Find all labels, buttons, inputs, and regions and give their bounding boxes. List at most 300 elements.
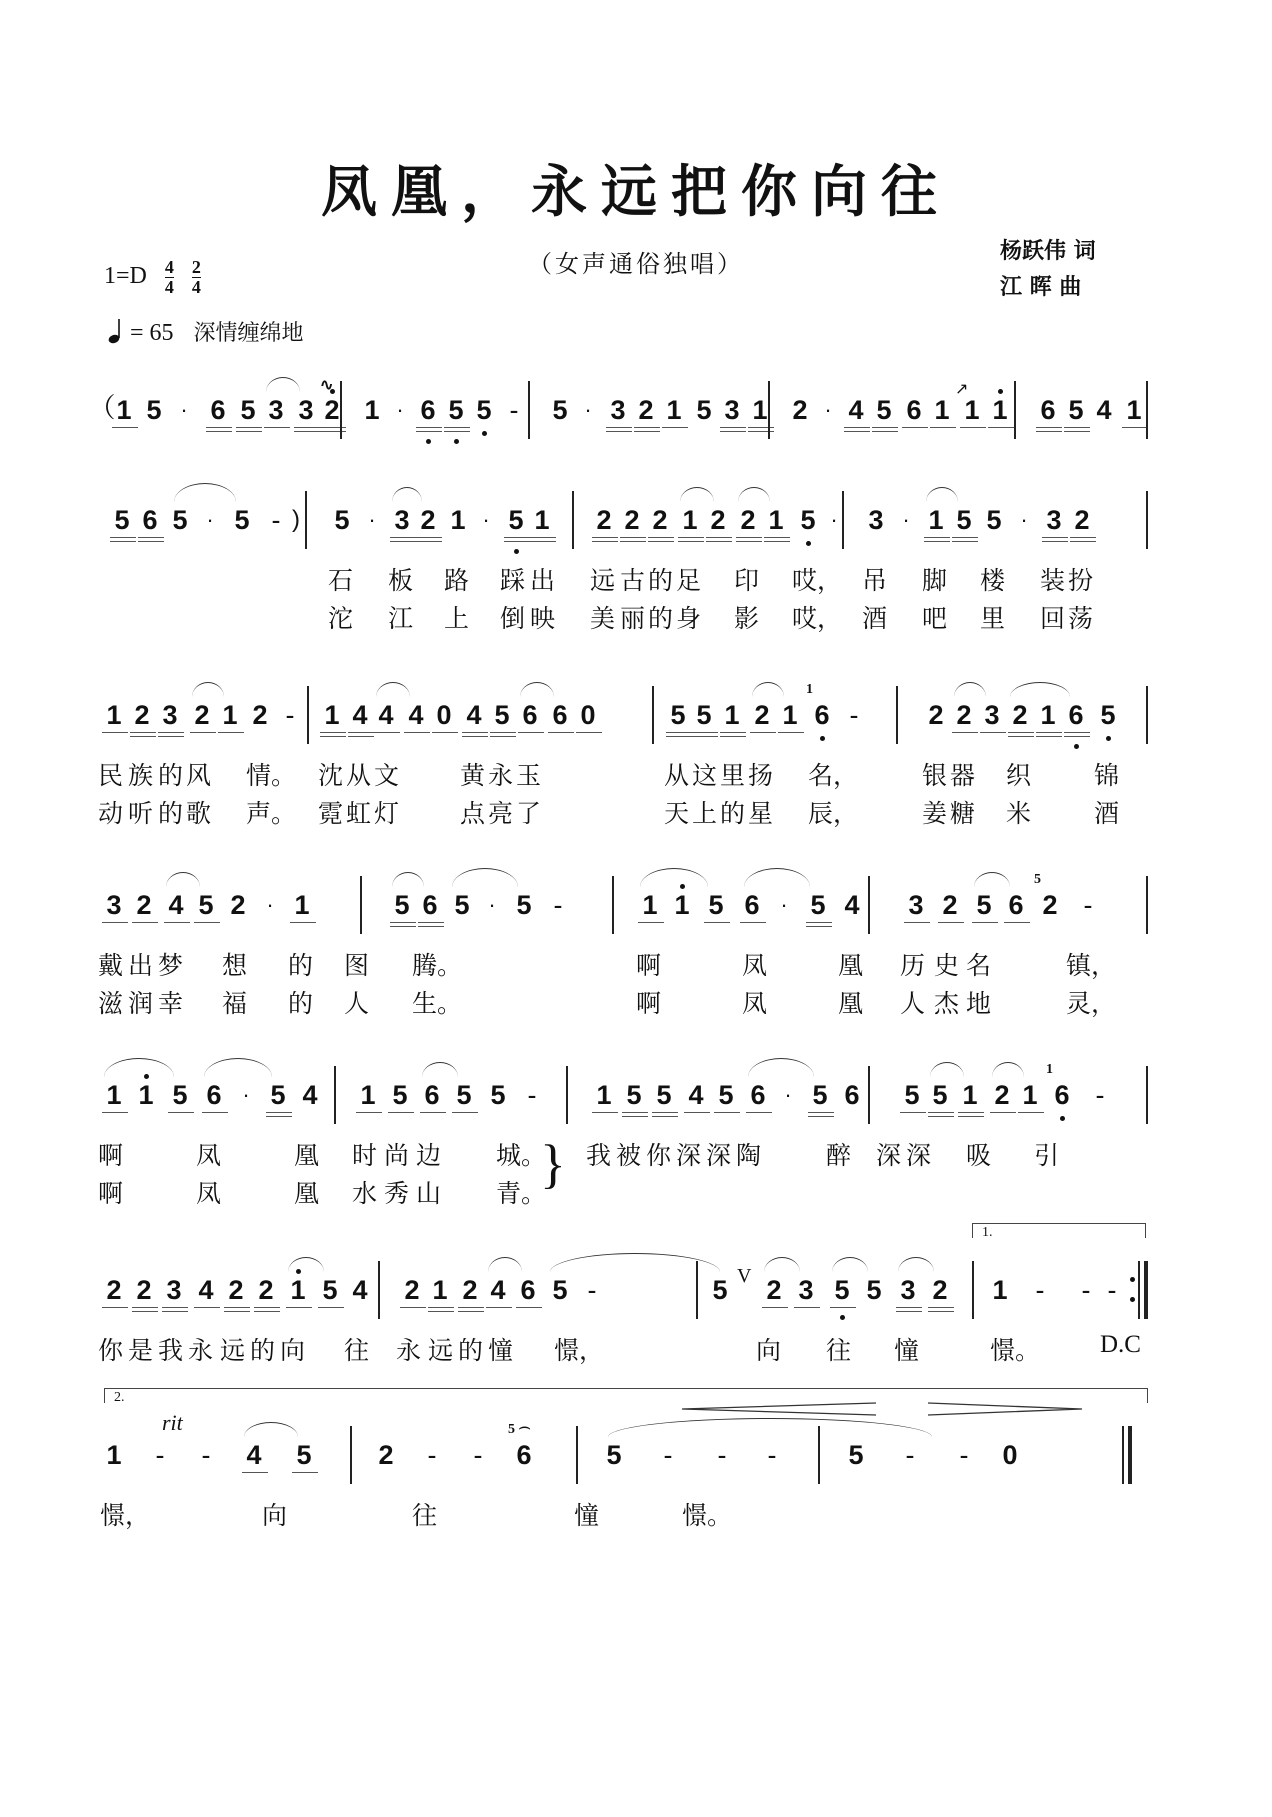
da-capo-marking: D.C	[1100, 1331, 1141, 1358]
dash-extension: -	[717, 1440, 727, 1470]
slur-arc	[192, 682, 224, 697]
note-6: 6	[420, 395, 436, 425]
lyric-syllable: 啊	[98, 1141, 124, 1170]
note-1: 1	[596, 1080, 612, 1110]
quarter-note-icon	[108, 318, 124, 344]
beam-underline	[634, 431, 660, 432]
lyric-syllable: 哎，	[792, 566, 843, 595]
repeat-barline-thin	[1138, 1261, 1140, 1319]
note-5: 5	[392, 1080, 408, 1110]
note-5: 5	[234, 505, 250, 535]
lyric-syllable: 往	[344, 1336, 370, 1365]
note-2: 2	[136, 890, 152, 920]
dash-extension: -	[509, 395, 519, 425]
lyric-syllable: 石	[328, 566, 354, 595]
note-3: 3	[162, 700, 178, 730]
beam-underline	[400, 1307, 426, 1308]
beam-underline	[254, 1311, 280, 1312]
beam-underline	[444, 427, 470, 428]
beam-underline	[504, 541, 530, 542]
note-6: 6	[906, 395, 922, 425]
lyric-syllable: 深	[676, 1141, 702, 1170]
lyric-syllable: 装	[1040, 566, 1066, 595]
beam-underline	[764, 537, 790, 538]
dash-extension: -	[527, 1080, 537, 1110]
beam-underline	[988, 427, 1014, 428]
note-6: 6	[520, 1275, 536, 1305]
beam-underline	[808, 1116, 834, 1117]
note-6: 6	[142, 505, 158, 535]
beam-underline	[844, 427, 870, 428]
note-4: 4	[302, 1080, 318, 1110]
lyric-syllable: 被	[616, 1141, 642, 1170]
beam-underline	[416, 541, 442, 542]
lyric-syllable: 银	[922, 761, 948, 790]
dash-extension: -	[553, 890, 563, 920]
note-2: 2	[638, 395, 654, 425]
note-0: 0	[580, 700, 596, 730]
beam-underline	[740, 922, 766, 923]
beam-underline	[292, 1472, 318, 1473]
beam-underline	[202, 1112, 228, 1113]
slur-arc	[744, 868, 810, 887]
note-1: 1	[534, 505, 550, 535]
note-1: 1	[294, 890, 310, 920]
beam-underline	[762, 1307, 788, 1308]
dash-extension: -	[201, 1440, 211, 1470]
note-4: 4	[352, 1275, 368, 1305]
barline	[572, 491, 574, 549]
dot-augmentation: ·	[780, 892, 788, 917]
note-5: 5	[876, 395, 892, 425]
note-5: 5	[448, 395, 464, 425]
beam-underline	[416, 431, 442, 432]
note-1: 1	[642, 890, 658, 920]
dash-extension: -	[155, 1440, 165, 1470]
lyric-syllable: 想	[222, 951, 248, 980]
beam-underline	[320, 736, 346, 737]
note-5: 5	[848, 1440, 864, 1470]
beam-underline	[952, 541, 978, 542]
lyric-syllable: 凰	[294, 1141, 320, 1170]
beam-underline	[264, 427, 290, 428]
lyric-syllable: 点	[460, 799, 486, 828]
song-title: 凤凰，永远把你向往	[321, 160, 951, 225]
beam-underline	[938, 922, 964, 923]
note-5: 5	[696, 700, 712, 730]
grace-note: 1	[1046, 1062, 1053, 1077]
beam-underline	[678, 537, 704, 538]
note-3: 3	[268, 395, 284, 425]
lyric-syllable: 憬，	[100, 1501, 151, 1530]
lyric-syllable: 从	[664, 761, 690, 790]
lyric-syllable: 扬	[748, 761, 774, 790]
lyric-syllable: 糖	[950, 799, 976, 828]
note-5: 5	[834, 1275, 850, 1305]
note-3: 3	[798, 1275, 814, 1305]
slur-arc	[832, 1257, 868, 1272]
note-2: 2	[258, 1275, 274, 1305]
tempo-value: = 65	[130, 320, 174, 346]
slur-arc	[452, 868, 518, 887]
note-6: 6	[522, 700, 538, 730]
beam-underline	[924, 537, 950, 538]
note-1: 1	[360, 1080, 376, 1110]
slur-arc	[288, 1257, 324, 1272]
beam-underline	[620, 541, 646, 542]
beam-underline	[224, 1307, 250, 1308]
note-5: 5	[456, 1080, 472, 1110]
note-3: 3	[610, 395, 626, 425]
note-6: 6	[516, 1440, 532, 1470]
note-2: 2	[228, 1275, 244, 1305]
lyric-syllable: 凤	[742, 989, 768, 1018]
slur-arc	[244, 1422, 298, 1437]
beam-underline	[130, 732, 156, 733]
dash-extension: -	[767, 1440, 777, 1470]
lyric-syllable: 文	[374, 761, 400, 790]
note-5: 5	[656, 1080, 672, 1110]
note-1: 1	[782, 700, 798, 730]
lyric-syllable: 城。	[496, 1141, 547, 1170]
diminuendo-hairpin	[928, 1402, 1082, 1418]
dash-extension: -	[1035, 1275, 1045, 1305]
lyric-syllable: 往	[826, 1336, 852, 1365]
note-5: 5	[606, 1440, 622, 1470]
barline	[652, 686, 654, 744]
beam-underline	[678, 541, 704, 542]
barline	[576, 1426, 578, 1484]
lyric-syllable: 脚	[922, 566, 948, 595]
lyric-syllable: 身	[676, 604, 702, 633]
note-6: 6	[1054, 1080, 1070, 1110]
beam-underline	[748, 427, 774, 428]
lyric-syllable: 风	[186, 761, 212, 790]
note-3: 3	[394, 505, 410, 535]
note-1: 1	[106, 700, 122, 730]
note-5: 5	[552, 1275, 568, 1305]
note-5: 5	[296, 1440, 312, 1470]
note-1: 1	[1040, 700, 1056, 730]
beam-underline	[1018, 1112, 1044, 1113]
lyric-syllable: 里	[980, 604, 1006, 633]
composer-credit: 江 晖 曲	[1000, 275, 1082, 300]
beam-underline	[516, 1307, 542, 1308]
lyric-syllable: 星	[748, 799, 774, 828]
beam-underline	[1036, 736, 1062, 737]
beam-underline	[158, 732, 184, 733]
slur-arc	[174, 483, 236, 502]
beam-underline	[778, 732, 804, 733]
note-5: 5	[1068, 395, 1084, 425]
note-4: 4	[1096, 395, 1112, 425]
lyric-syllable: 远	[590, 566, 616, 595]
note-6: 6	[424, 1080, 440, 1110]
lyric-syllable: 吧	[922, 604, 948, 633]
lyric-syllable: 凰	[294, 1179, 320, 1208]
beam-underline	[704, 922, 730, 923]
beam-underline	[736, 541, 762, 542]
lyric-syllable: 踩	[500, 566, 526, 595]
beam-underline	[418, 926, 444, 927]
lyric-syllable: 玉	[516, 761, 542, 790]
lyric-syllable: 里	[720, 761, 746, 790]
beam-underline	[904, 922, 930, 923]
beam-underline	[428, 1311, 454, 1312]
beam-underline	[132, 1307, 158, 1308]
beam-underline	[714, 1112, 740, 1113]
note-3: 3	[908, 890, 924, 920]
beam-underline	[1064, 732, 1090, 733]
note-5: 5	[394, 890, 410, 920]
octave-dot-below	[482, 431, 487, 436]
beam-underline	[928, 1112, 954, 1113]
lyric-syllable: 远	[220, 1336, 246, 1365]
beam-underline	[692, 732, 718, 733]
note-2: 2	[404, 1275, 420, 1305]
note-5: 5	[800, 505, 816, 535]
note-1: 1	[138, 1080, 154, 1110]
lyric-syllable: 杰	[934, 989, 960, 1018]
note-5: 5	[904, 1080, 920, 1110]
note-2: 2	[956, 700, 972, 730]
slur-arc	[738, 487, 770, 502]
beam-underline	[592, 541, 618, 542]
octave-dot-below	[806, 541, 811, 546]
beam-underline	[1008, 736, 1034, 737]
volta-label: 1.	[982, 1225, 993, 1240]
lyric-syllable: 往	[412, 1501, 438, 1530]
lyric-syllable: 的	[720, 799, 746, 828]
note-1: 1	[768, 505, 784, 535]
lyric-syllable: 镇，	[1066, 951, 1117, 980]
octave-dot-below	[514, 549, 519, 554]
note-2: 2	[252, 700, 268, 730]
note-2: 2	[420, 505, 436, 535]
lyric-syllable: 憧	[574, 1501, 600, 1530]
beam-underline	[706, 537, 732, 538]
lyric-syllable: 了	[516, 799, 542, 828]
note-4: 4	[490, 1275, 506, 1305]
note-2: 2	[134, 700, 150, 730]
beam-underline	[622, 1112, 648, 1113]
note-5: 5	[114, 505, 130, 535]
barline	[378, 1261, 380, 1319]
repeat-dot	[1130, 1297, 1135, 1302]
note-4: 4	[844, 890, 860, 920]
beam-underline	[530, 541, 556, 542]
beam-underline	[374, 732, 400, 733]
lyric-syllable: 人	[344, 989, 370, 1018]
note-2: 2	[378, 1440, 394, 1470]
barline	[972, 1261, 974, 1319]
beam-underline	[390, 922, 416, 923]
lyric-syllable: 的	[250, 1336, 276, 1365]
lyric-syllable: 的	[158, 761, 184, 790]
dash-extension: -	[285, 700, 295, 730]
note-5: 5	[712, 1275, 728, 1305]
note-5: 5	[670, 700, 686, 730]
note-2: 2	[624, 505, 640, 535]
dash-extension: -	[849, 700, 859, 730]
barline	[528, 381, 530, 439]
beam-underline	[190, 732, 216, 733]
note-5: 5	[552, 395, 568, 425]
note-5: 5	[476, 395, 492, 425]
lyric-syllable: 美	[590, 604, 616, 633]
note-0: 0	[436, 700, 452, 730]
note-2: 2	[710, 505, 726, 535]
note-5: 5	[810, 890, 826, 920]
note-1: 1	[962, 1080, 978, 1110]
lyric-syllable: 情。	[246, 761, 297, 790]
grace-note: 5	[1034, 872, 1041, 887]
lyric-syllable: 的	[158, 799, 184, 828]
note-1: 1	[450, 505, 466, 535]
note-1: 1	[290, 1275, 306, 1305]
lyric-syllable: 织	[1006, 761, 1032, 790]
slur-arc	[608, 1418, 932, 1437]
note-5: 5	[508, 505, 524, 535]
note-5: 5	[172, 505, 188, 535]
beam-underline	[662, 427, 688, 428]
beam-underline	[420, 1112, 446, 1113]
lyric-syllable: 丽	[620, 604, 646, 633]
lyric-syllable: 印	[734, 566, 760, 595]
time-signature-4-4: $\frac{4}{4}$	[164, 257, 174, 297]
barline	[868, 876, 870, 934]
beam-underline	[224, 1311, 250, 1312]
lyric-syllable: 族	[128, 761, 154, 790]
note-2: 2	[462, 1275, 478, 1305]
barline	[1146, 876, 1148, 934]
repeat-barline-thick	[1144, 1261, 1148, 1319]
note-1: 1	[324, 700, 340, 730]
dot-augmentation: ·	[368, 507, 376, 532]
beam-underline	[620, 537, 646, 538]
beam-underline	[206, 427, 232, 428]
dash-extension: -	[959, 1440, 969, 1470]
note-5: 5	[240, 395, 256, 425]
lyric-syllable: 向	[756, 1336, 782, 1365]
beam-underline	[110, 541, 136, 542]
beam-underline	[404, 732, 430, 733]
lyric-syllable: 引	[1034, 1141, 1060, 1170]
lyric-syllable: 黄	[460, 761, 486, 790]
note-5: 5	[718, 1080, 734, 1110]
note-5: 5	[490, 1080, 506, 1110]
beam-underline	[348, 736, 374, 737]
dash-extension: -	[427, 1440, 437, 1470]
lyric-syllable: 米	[1006, 799, 1032, 828]
lyric-syllable: 的	[648, 604, 674, 633]
lyric-syllable: 出	[530, 566, 556, 595]
note-1: 1	[992, 395, 1008, 425]
lyric-syllable: 哎，	[792, 604, 843, 633]
beam-underline	[794, 1307, 820, 1308]
note-0: 0	[1002, 1440, 1018, 1470]
beam-underline	[720, 427, 746, 428]
beam-underline	[606, 427, 632, 428]
time-signature-2-4: $\frac{2}{4}$	[191, 257, 201, 297]
lyric-syllable: 沈	[318, 761, 344, 790]
barline	[307, 686, 309, 744]
note-2: 2	[1042, 890, 1058, 920]
lyric-syllable: 图	[344, 951, 370, 980]
slur-arc	[974, 872, 1010, 887]
beam-underline	[112, 427, 138, 428]
dot-augmentation: ·	[824, 397, 832, 422]
lyric-syllable: 凤	[742, 951, 768, 980]
note-6: 6	[1008, 890, 1024, 920]
beam-underline	[162, 1311, 188, 1312]
beam-underline	[102, 1307, 128, 1308]
lyric-syllable: 戴	[98, 951, 124, 980]
lyric-syllable: 出	[128, 951, 154, 980]
lyric-syllable: 姜	[922, 799, 948, 828]
barline	[340, 381, 342, 439]
beam-underline	[132, 1311, 158, 1312]
barline	[842, 491, 844, 549]
note-3: 3	[900, 1275, 916, 1305]
beam-underline	[320, 431, 346, 432]
dot-augmentation: ·	[902, 507, 910, 532]
note-1: 1	[934, 395, 950, 425]
beam-underline	[1064, 427, 1090, 428]
beam-underline	[872, 427, 898, 428]
beam-underline	[972, 922, 998, 923]
note-6: 6	[210, 395, 226, 425]
lyric-syllable: 沱	[328, 604, 354, 633]
barline	[612, 876, 614, 934]
barline	[768, 381, 770, 439]
beam-underline	[390, 926, 416, 927]
dot-augmentation: ·	[488, 892, 496, 917]
beam-underline	[896, 1307, 922, 1308]
beam-underline	[1122, 427, 1148, 428]
note-5: 5	[626, 1080, 642, 1110]
dot-augmentation: ·	[206, 507, 214, 532]
beam-underline	[924, 541, 950, 542]
lyric-syllable: 是	[128, 1336, 154, 1365]
beam-underline	[356, 1112, 382, 1113]
note-3: 3	[1046, 505, 1062, 535]
beam-underline	[576, 732, 602, 733]
beam-underline	[634, 427, 660, 428]
lyric-syllable: 憬，	[554, 1336, 605, 1365]
slur-arc	[422, 1062, 458, 1077]
beam-underline	[236, 431, 262, 432]
lyric-syllable: 啊	[636, 951, 662, 980]
note-6: 6	[422, 890, 438, 920]
slur-arc	[1010, 682, 1070, 697]
note-6: 6	[750, 1080, 766, 1110]
lyric-syllable: 尚	[384, 1141, 410, 1170]
beam-underline	[418, 922, 444, 923]
lyric-syllable: 倒	[500, 604, 526, 633]
note-1: 1	[724, 700, 740, 730]
beam-underline	[592, 537, 618, 538]
beam-underline	[720, 732, 746, 733]
lyric-syllable: 秀	[384, 1179, 410, 1208]
lyricist-credit: 杨跃伟 词	[1000, 239, 1096, 264]
lyric-syllable: 器	[950, 761, 976, 790]
slur-arc	[550, 1253, 720, 1272]
dash-extension: -	[663, 1440, 673, 1470]
lyric-syllable: 霓	[318, 799, 344, 828]
note-1: 1	[1126, 395, 1142, 425]
lyric-syllable: 楼	[980, 566, 1006, 595]
